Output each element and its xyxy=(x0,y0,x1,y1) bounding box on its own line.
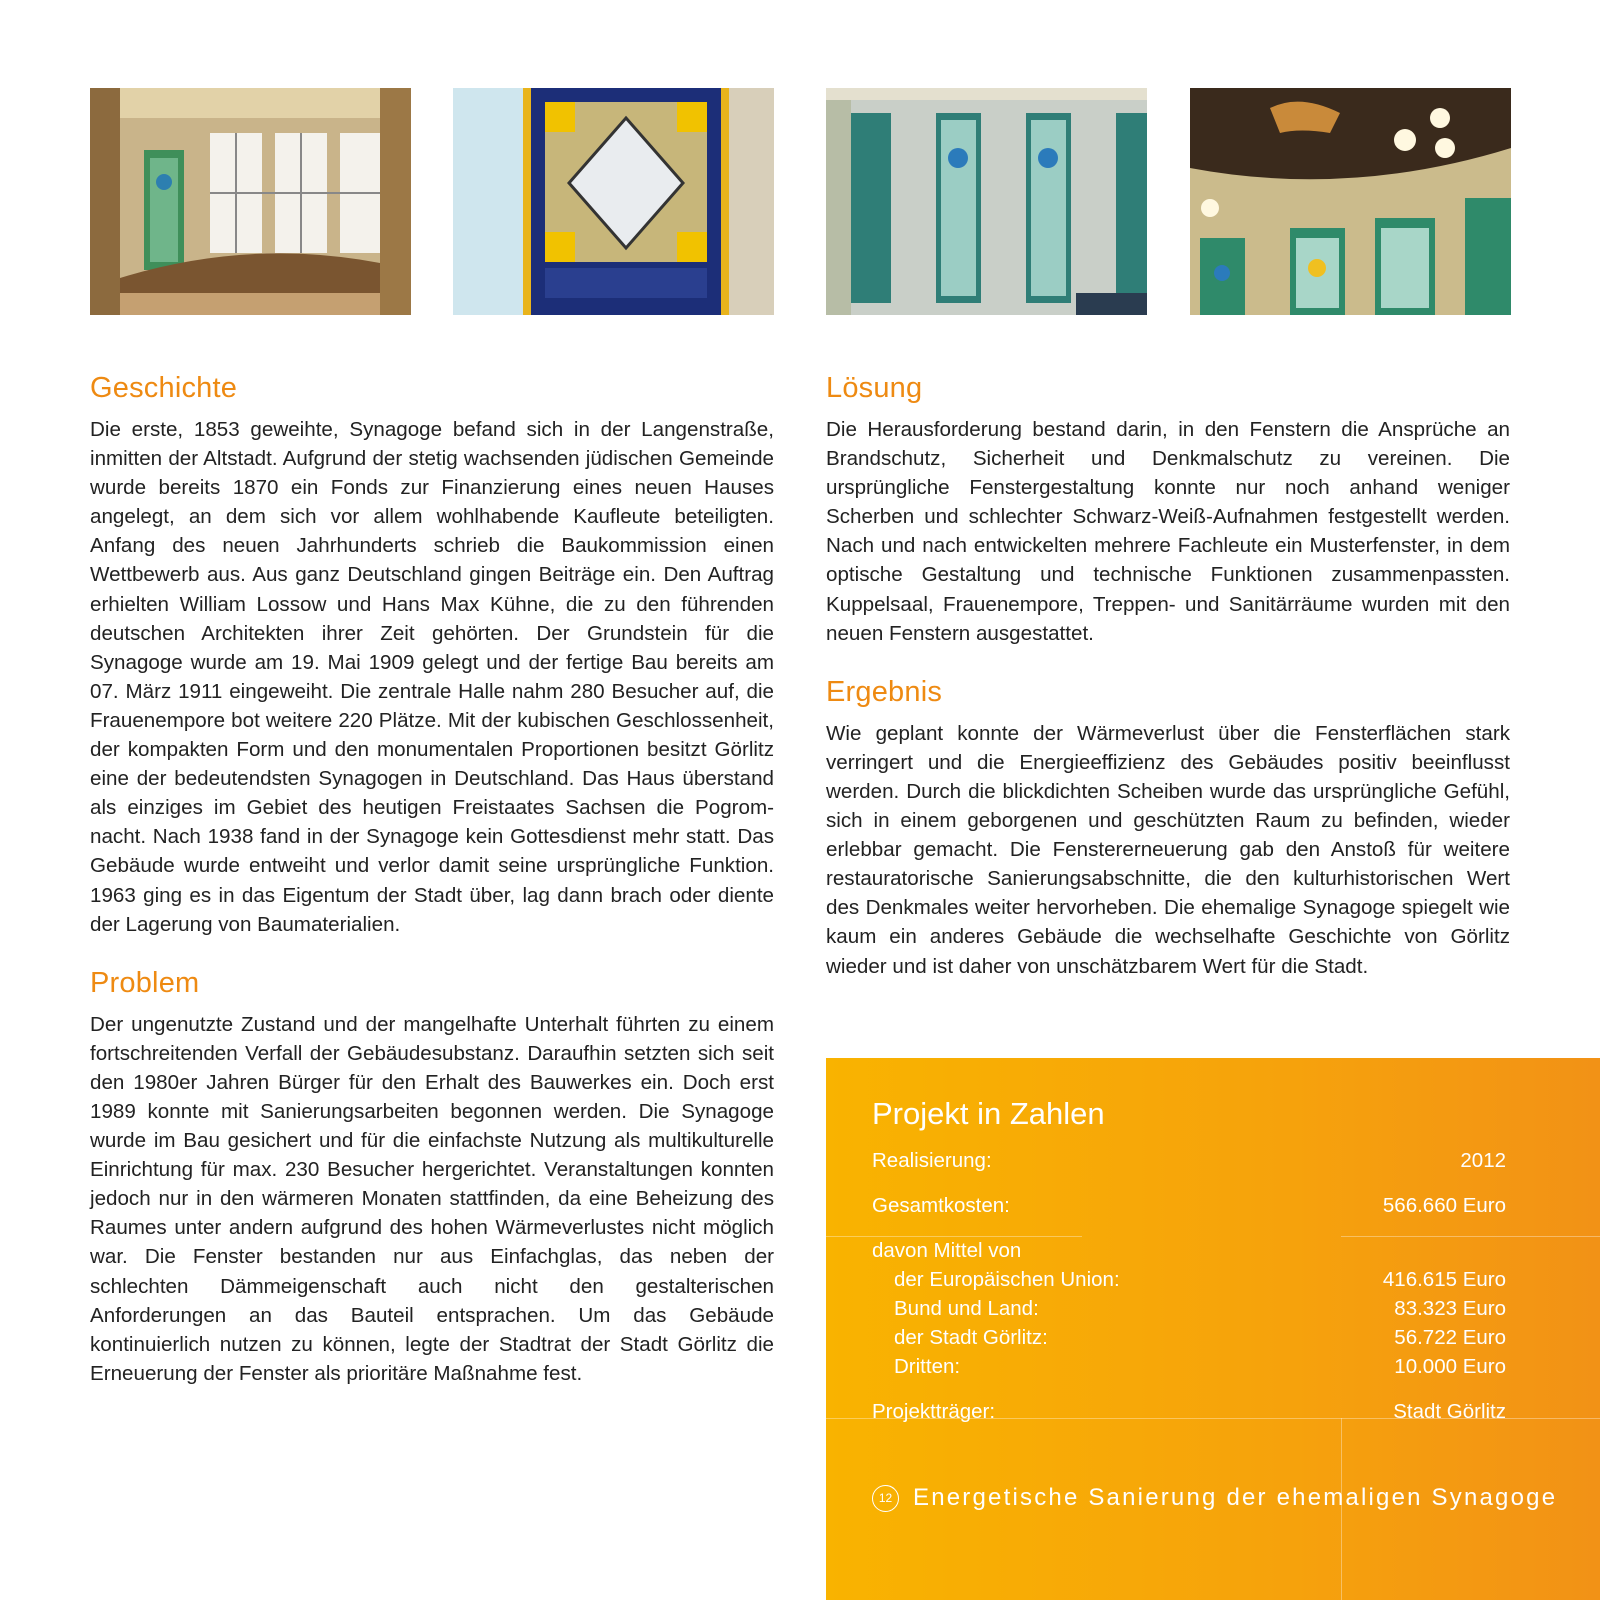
gesamtkosten-label: Gesamtkosten: xyxy=(872,1194,1010,1217)
page-number: 12 xyxy=(872,1485,899,1512)
section-ergebnis xyxy=(826,676,1510,981)
loesung-heading: Lösung xyxy=(826,372,923,404)
section-loesung xyxy=(826,372,1510,648)
dritten-label: Dritten: xyxy=(894,1355,961,1378)
stadt-label: der Stadt Görlitz: xyxy=(894,1326,1048,1349)
eu-label: der Europäischen Union: xyxy=(894,1268,1120,1291)
bund-label: Bund und Land: xyxy=(894,1297,1039,1320)
eu-value: 416.615 Euro xyxy=(1382,1268,1506,1291)
traeger-label: Projektträger: xyxy=(872,1400,996,1423)
footer-title: Energetische Sanierung der ehemaligen Synagoge xyxy=(913,1484,1558,1511)
photo-window-row xyxy=(826,88,1147,315)
davon-label: davon Mittel von xyxy=(872,1239,1022,1262)
photo-gallery-window xyxy=(90,88,411,315)
photo-dome-ceiling xyxy=(1190,88,1511,315)
loesung-text: Die Herausforderung bestand darin, in den Fenstern die Ansprüche an Brandschutz, Sicherheit und Denkmalschutz zu vereinen. Die ursprüngliche Fenstergestaltung konnte nur noch anhand weniger Scherben und schlechter Schwarz-Weiß-Aufnahmen festgestellt werden. Nach und nach entwickelten mehrere Fachleute ein Musterfenster, in dem optische Gestaltung und technische Funktionen zusammenpassten. Kuppelsaal, Frauenempore, Treppen- und Sanitärräume wurden mit den neuen Fenstern ausgestattet. xyxy=(826,418,1510,645)
geschichte-text: Die erste, 1853 geweihte, Synagoge befand sich in der Langenstraße, inmitten der Altstadt. Aufgrund der stetig wachsenden jüdischen Gemeinde wurde bereits 1870 ein Fonds zur Finanzierung eines neuen Hauses angelegt, an dem sich vor allem wohlhabende Kaufleute beteiligten. Anfang des neuen Jahrhunderts schrieb die Baukommission einen Wettbewerb aus. Aus ganz Deutschland gingen Beiträge ein. Den Auftrag erhielten William Lossow und Hans Max Kühne, die zu den führenden deutschen Architekten ihrer Zeit gehörten. Der Grundstein für die Synagoge wurde am 19. Mai 1909 gelegt und der fertige Bau bereits am 07. März 1911 eingeweiht. Die zentrale Halle nahm 280 Besucher auf, die Frauenempore bot weitere 220 Plätze. Mit der kubischen Geschlossenheit, der kompakten Form und den monumentalen Proportionen besitzt Görlitz eine der bedeutendsten Synagogen in Deutschland. Das Haus überstand als einziges im Gebiet des heutigen Freistaates Sachsen die Pogromnacht. Nach 1938 fand in der Synagoge kein Gottesdienst mehr statt. Das Gebäude wurde entweiht und verlor damit seine ursprüngliche Funktion. 1963 ging es in das Eigentum der Stadt über, lag dann brach oder diente der Lagerung von Baumaterialien. xyxy=(90,418,774,936)
ergebnis-text: Wie geplant konnte der Wärmeverlust über die Fensterflächen stark verringert und die Energieeffizienz des Gebäudes positiv beeinflusst werden. Durch die blickdichten Scheiben wurde das ursprüngliche Gefühl, sich in einem geborgenen und geschützten Raum zu befinden, wieder erlebbar gemacht. Die Fenstererneuerung gab den Anstoß für weitere restauratorische Sanierungsabschnitte, die den kulturhistorischen Wert des Denkmales weiter hervorheben. Die ehemalige Synagoge spiegelt wie kaum ein anderes Gebäude die wechselhafte Geschichte von Görlitz wieder und ist daher von unschätzbarem Wert für die Stadt. xyxy=(826,721,1510,978)
dritten-value: 10.000 Euro xyxy=(1394,1355,1506,1378)
bund-value: 83.323 Euro xyxy=(1394,1297,1506,1320)
page-footer xyxy=(872,1484,1557,1512)
section-problem xyxy=(90,967,774,1388)
photo-stained-glass-detail xyxy=(453,88,774,315)
left-column xyxy=(90,372,774,1416)
realisierung-label: Realisierung: xyxy=(872,1149,992,1172)
ergebnis-heading: Ergebnis xyxy=(826,675,943,708)
project-facts-box xyxy=(826,1058,1600,1600)
traeger-value: Stadt Görlitz xyxy=(1393,1400,1506,1423)
box-title: Projekt in Zahlen xyxy=(872,1096,1105,1131)
right-column xyxy=(826,372,1510,1009)
stadt-value: 56.722 Euro xyxy=(1394,1326,1506,1349)
problem-heading: Problem xyxy=(90,966,200,999)
section-geschichte xyxy=(90,372,774,939)
geschichte-heading: Geschichte xyxy=(90,372,238,404)
realisierung-value: 2012 xyxy=(1460,1149,1506,1172)
problem-text: Der ungenutzte Zustand und der mangelhafte Unterhalt führten zu einem fortschreitenden Verfall der Gebäudesubstanz. Daraufhin setzten sich seit den 1980er Jahren Bürger für den Erhalt des Bauwerkes ein. Doch erst 1989 konnte mit Sanierungsarbeiten begonnen werden. Die Synagoge wurde im Bau gesichert und für die einfachste Nutzung als multikulturelle Einrichtung für max. 230 Besucher hergerichtet. Veranstaltungen konnten jedoch nur in den wärmeren Monaten stattfinden, da eine Beheizung des Raumes unter andern aufgrund des hohen Wärmeverlustes nicht möglich war. Die Fenster bestanden nur aus Einfachglas, das neben der schlechten Dämmeigenschaft auch nicht den gestalterischen Anforderungen an das Bauteil entsprachen. Um das Gebäude kontinuierlich nutzen zu können, legte der Stadtrat der Stadt Görlitz die Erneuerung der Fenster als prioritäre Maßnahme fest. xyxy=(90,1012,774,1385)
gesamtkosten-value: 566.660 Euro xyxy=(1382,1194,1506,1217)
